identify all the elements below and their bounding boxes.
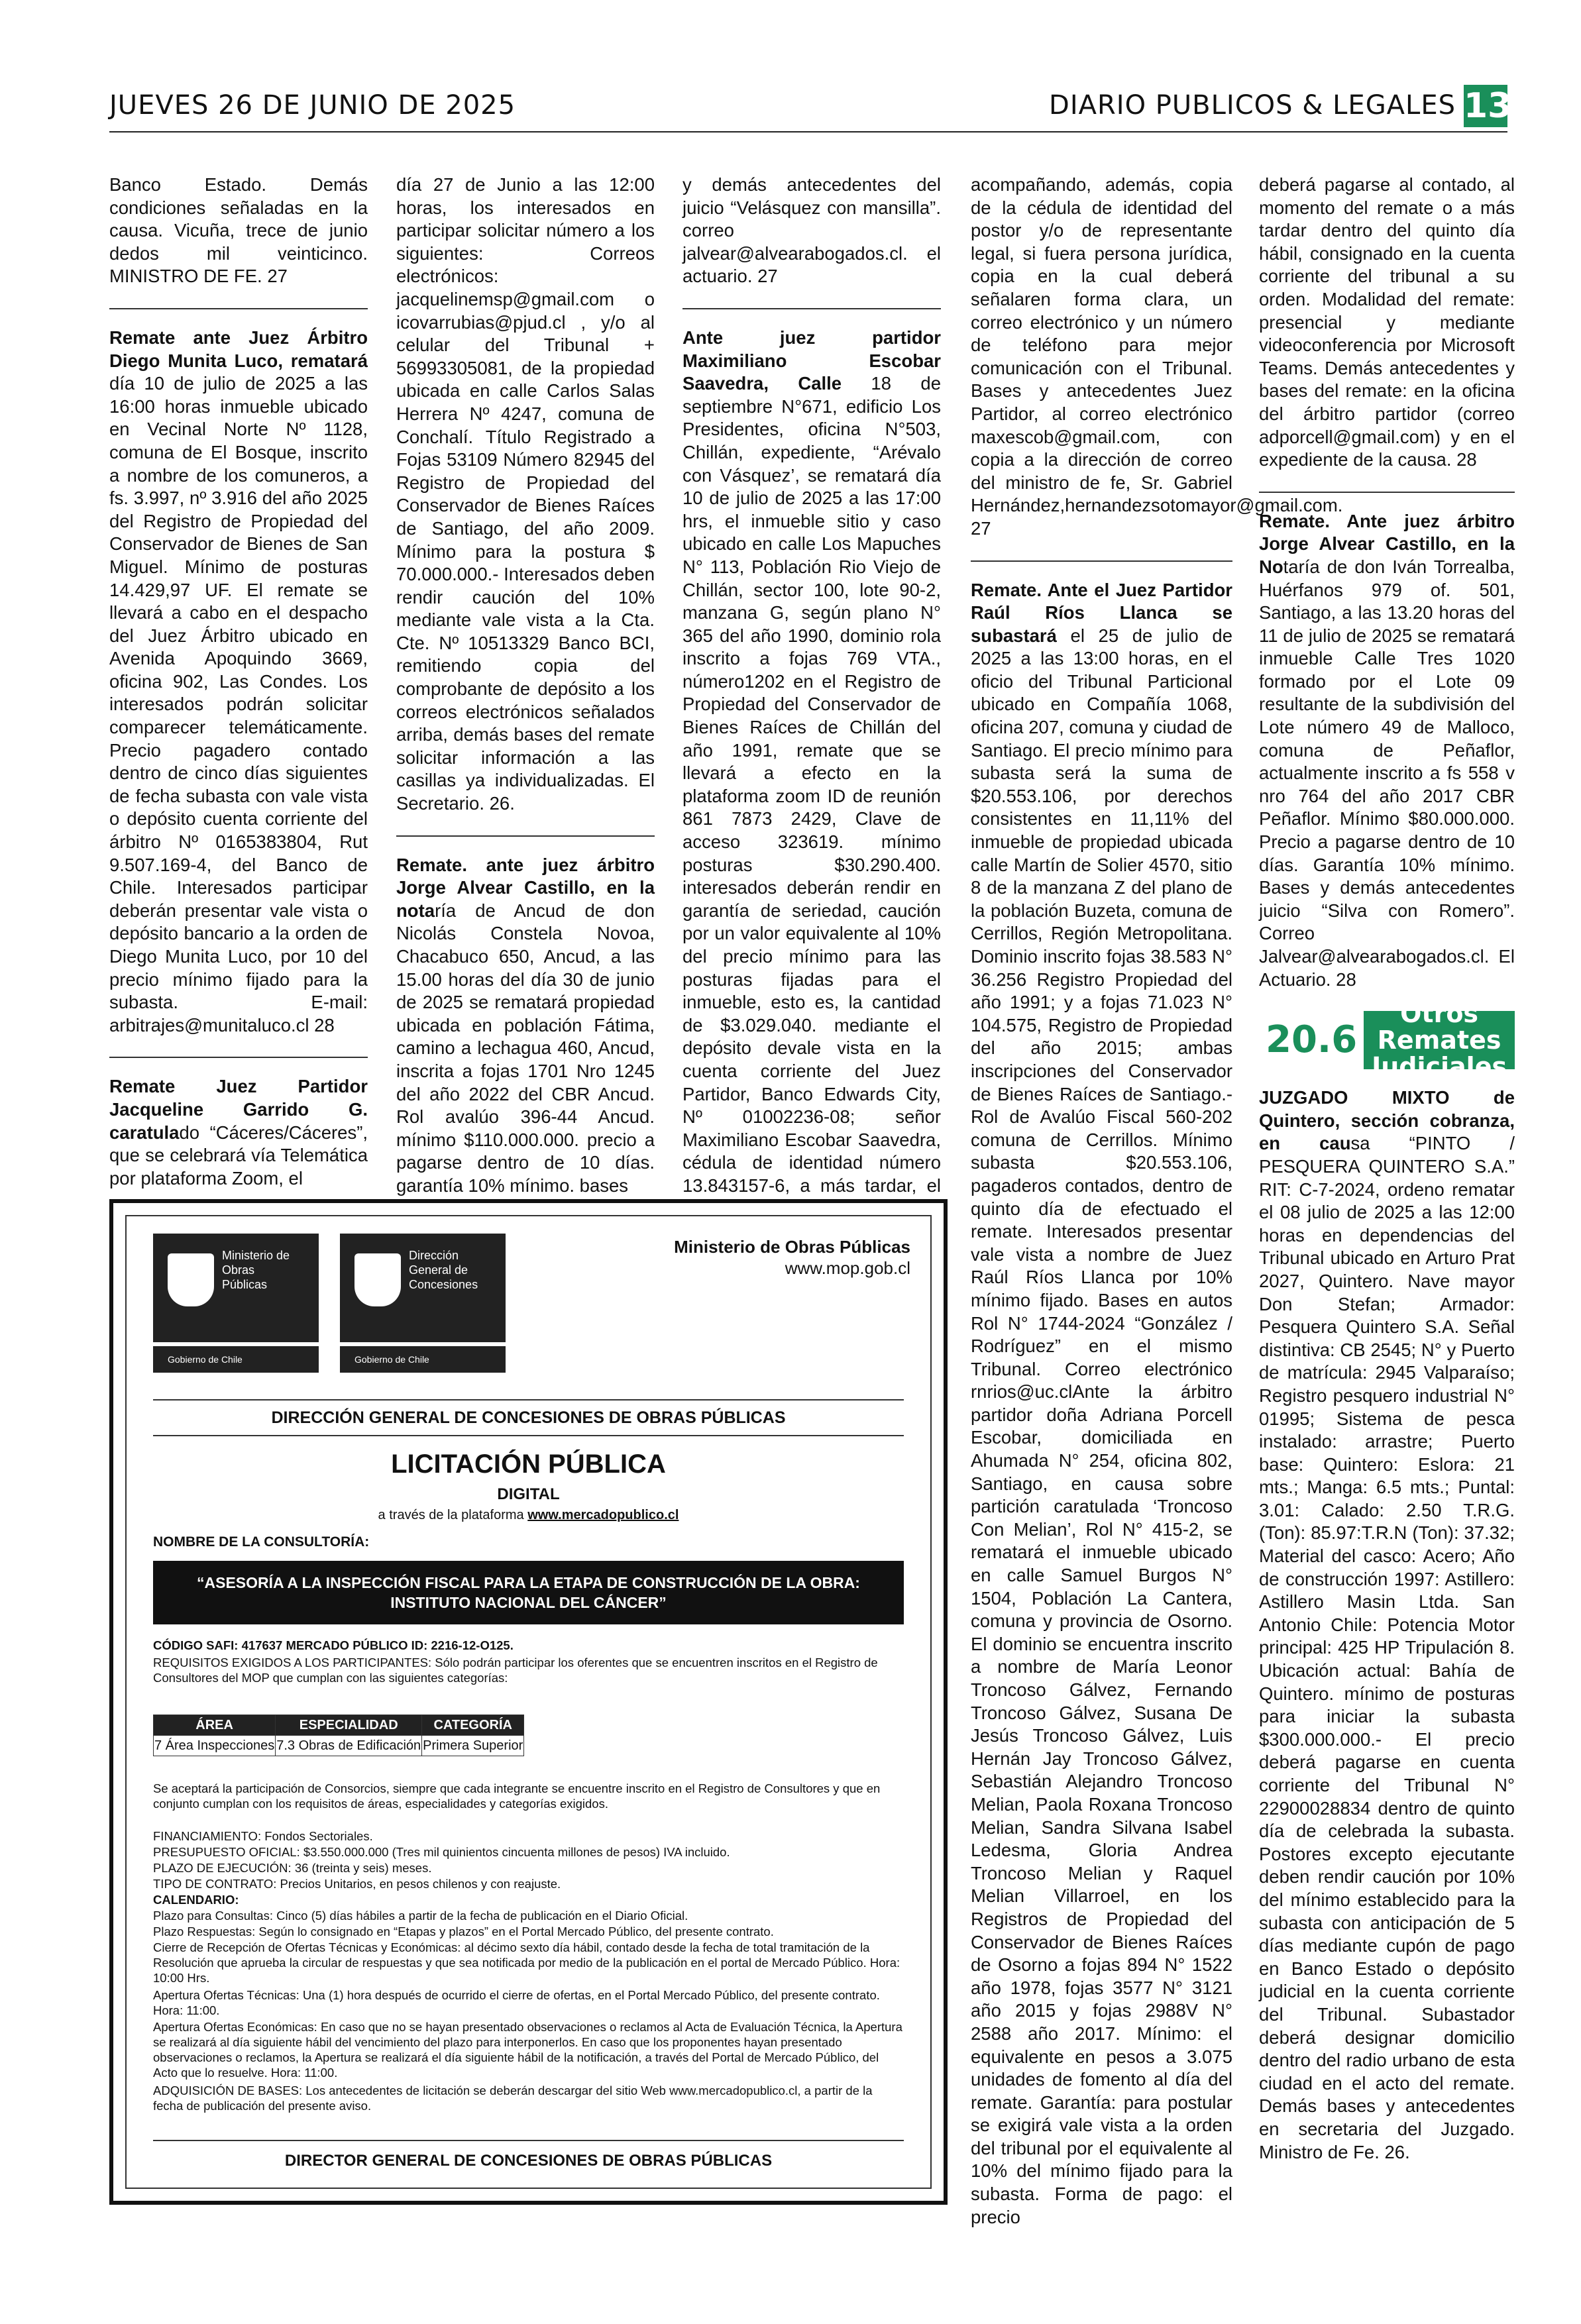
ministry-block bbox=[674, 1236, 910, 1279]
notice-alvear-ancud: Remate. ante juez árbitro Jorge Alvear Castillo, en la notaría de Ancud de don Nicolás Constela Novoa, Chacabuco 650, Ancud, a las 15.00 horas del día 30 de junio de 2025 se rematará propiedad ubicada en población Fátima, camino a lechagua 460, Ancud, inscrita a fojas 1701 Nro 1245 del año 2022 del CBR Ancud. Rol avalúo 396-44 Ancud. mínimo $110.000.000. precio a pagarse dentro de 10 días. garantía 10% mínimo. bases bbox=[396, 854, 655, 1196]
consortium-note: Se aceptará la participación de Consorcios, siempre que cada integrante se encuentre inscrito en el Registro de Consultores y que en conjunto cumplan con los requisitos de áreas, especialidades y categorías exigidos. bbox=[153, 1781, 881, 1811]
column-5 bbox=[1259, 174, 1515, 2184]
ad-frame bbox=[125, 1215, 932, 2189]
logo-text: Ministerio de bbox=[222, 1249, 290, 1262]
notice-text: acompañando, además, copia de la cédula de identidad del postor y/o de representante legal, si fuera persona jurídica, copia en la cual deberá señalaren forma clara, un correo electrónico y un número de teléfono para mejor comunicación con el Tribunal. Bases y antecedentes Juez Partidor, al correo electrónico maxescob@gmail.com, con copia a la dirección de correo del ministro de fe, Sr. Gabriel Hernández,hernandezsotomayor@gmail.com. 27 bbox=[971, 174, 1343, 539]
ad-headline: LICITACIÓN PÚBLICA bbox=[391, 1450, 666, 1479]
mop-tender-ad bbox=[109, 1199, 948, 2205]
notice-text: deberá pagarse al contado, al momento del remate o a más tardar dentro del quinto día hábil, consignado en la cuenta corriente del tribunal a su orden. Modalidad del remate: presencial y mediante videoconferencia por Microsoft Teams. Demás antecedentes y bases del remate: en la oficina del árbitro partidor (correo adporcell@gmail.com) y en el expediente de la causa. 28 bbox=[1259, 174, 1515, 470]
dgc-logo bbox=[340, 1234, 506, 1373]
notice-quintero: JUZGADO MIXTO de Quintero, sección cobranza, en causa “PINTO / PESQUERA QUINTERO S.A.” RIT: C-7-2024, ordeno rematar el 08 julio de 2025 a las 12:00 horas en dependencias del Tribunal ubicado en Arturo Prat 2027, Quintero. Nave mayor Don Stefan; Armador: Pesquera Quintero S.A. Señal distintiva: CB 2545; N° y Puerto de matrícula: 2945 Valparaíso; Registro pesquero industrial N° 01995; Sistema de pesca instalado: arrastre; Puerto base: Quintero: Eslora: 21 mts.; Manga: 6.5 mts.; Puntal: 3.01: Calado: 2.50 T.R.G. (Ton): 85.97:T.R.N (Ton): 37.32; Material del casco: Acero; Año de construcción 1997: Astillero: Astillero Masin Ltda. San Antonio Chile: Potencia Motor principal: 425 HP Tripulación 8. Ubicación actual: Bahía de Quintero. mínimo de posturas para iniciar la subasta $300.000.000.- El precio deberá pagarse en cuenta corriente del Tribunal N° 22900028834 dentro de quinto día de celebrada la subasta. Postores excepto ejecutante deben rendir caución por 10% del mínimo establecido para la subasta con anticipación de 5 días mediante cupón de pago en Banco Estado o depósito judicial en la cuenta corriente del Tribunal. Subastador deberá designar domicilio dentro del radio urbano de esta ciudad en el acto del remate. Demás bases y antecedentes en secretaria del Juzgado. Ministro de Fe. 26. bbox=[1259, 1087, 1515, 2162]
logo-footer: Gobierno de Chile bbox=[354, 1354, 429, 1365]
column-1 bbox=[109, 174, 368, 1210]
logo-footer: Gobierno de Chile bbox=[168, 1354, 243, 1365]
logo-text: Públicas bbox=[222, 1278, 268, 1291]
notice-text: y demás antecedentes del juicio “Velásquez con mansilla”. correo jalvear@alvearabogados.cl. el actuario. 27 bbox=[682, 174, 941, 287]
page-header bbox=[109, 85, 1512, 131]
consultancy-name: “ASESORÍA A LA INSPECCIÓN FISCAL PARA LA ETAPA DE CONSTRUCCIÓN DE LA OBRA: INSTITUTO NACIONAL DEL CÁNCER” bbox=[153, 1561, 904, 1624]
ad-divider bbox=[153, 1399, 904, 1400]
logo-text: General de bbox=[409, 1263, 468, 1277]
financing: FINANCIAMIENTO: Fondos Sectoriales. bbox=[153, 1829, 373, 1843]
table-cell: 7.3 Obras de Edificación bbox=[276, 1736, 422, 1756]
category-table bbox=[153, 1715, 524, 1756]
ad-subheadline: DIGITAL bbox=[497, 1485, 560, 1503]
table-header: CATEGORÍA bbox=[422, 1715, 524, 1736]
calendar-label: CALENDARIO: bbox=[153, 1893, 239, 1907]
ad-divider bbox=[153, 2140, 904, 2141]
page-number: 13 bbox=[1464, 86, 1512, 126]
notice-escobar: Ante juez partidor Maximiliano Escobar Saavedra, Calle 18 de septiembre N°671, edificio Los Presidentes, oficina N°503, Chillán, expediente, “Arévalo con Vásquez’, se rematará día 10 de julio de 2025 a las 17:00 hrs, el inmueble sitio y caso ubicado en calle Los Mapuches N° 113, Población Rio Viejo de Chillán, sector 100, lote 90-2, manzana G, según plano N° 365 del año 1990, dominio rola inscrito a fojas 769 VTA., número1202 en el Registro de Propiedad del Conservador de Bienes Raíces de Chillán del año 1991, remate que se llevará a efecto en la plataforma zoom ID de reunión 861 7873 2429, Clave de acceso 323619. mínimo posturas $30.290.400. interesados deberán rendir en garantía de seriedad, caución por un valor equivalente al 10% del precio mínimo para las posturas fijadas para el inmueble, esto es, la cantidad de $3.029.040. mediante el depósito devale vista en la cuenta corriente del Juez Partidor, Banco Edwards City, Nº 01002236-08; señor Maximiliano Escobar Saavedra, cédula de identidad número 13.843157-6, a más tardar, el bbox=[682, 327, 941, 1196]
calendar-item: Cierre de Recepción de Ofertas Técnicas y Económicas: al décimo sexto día hábil, contado desde la fecha de total tramitación de la Resolución que aprueba la circular de respuestas y que sea notificada por medio de la publicación en el portal de Mercado Público. Hora: 10:00 Hrs. bbox=[153, 1940, 900, 1985]
mop-logo bbox=[153, 1234, 319, 1373]
bases-acquisition: ADQUISICIÓN DE BASES: Los antecedentes de licitación se deberán descargar del sitio Web www.mercadopublico.cl, a partir de la fecha de publicación del presente aviso. bbox=[153, 2084, 873, 2113]
notice-text: Banco Estado. Demás condiciones señaladas en la causa. Vicuña, trece de junio dedos mil veinticinco. MINISTRO DE FE. 27 bbox=[109, 174, 368, 287]
safi-code: CÓDIGO SAFI: 417637 MERCADO PÚBLICO ID: 2216-12-O125. bbox=[153, 1638, 514, 1652]
ministry-url: www.mop.gob.cl bbox=[785, 1258, 910, 1278]
ministry-name: Ministerio de Obras Públicas bbox=[674, 1237, 910, 1257]
notice-garrido: Remate Juez Partidor Jacqueline Garrido G. caratulado “Cáceres/Cáceres”, que se celebrará vía Telemática por plataforma Zoom, el bbox=[109, 1076, 368, 1188]
column-3 bbox=[682, 174, 941, 1263]
ad-agency: DIRECCIÓN GENERAL DE CONCESIONES DE OBRAS PÚBLICAS bbox=[271, 1408, 786, 1427]
publication-title: DIARIO PUBLICOS & LEGALES bbox=[1049, 90, 1456, 121]
coat-of-arms-icon bbox=[354, 1253, 401, 1306]
notice-divider bbox=[682, 308, 941, 309]
coat-of-arms-icon bbox=[168, 1253, 214, 1306]
notice-alvear-santiago: Remate. Ante juez árbitro Jorge Alvear Castillo, en la Notaría de don Iván Torrealba, Huérfanos 979 of. 501, Santiago, a las 13.20 horas del 11 de julio de 2025 se rematará inmueble Calle Tres 1020 formado por el Lote 09 resultante de la subdivisión del Lote número 49 de Malloco, comuna de Peñaflor, actualmente inscrito a fs 558 v nro 764 del año 2017 CBR Peñaflor. Mínimo $80.000.000. Precio a pagarse dentro de 10 días. Garantía 10% mínimo. Bases y demás antecedentes juicio “Silva con Romero”. Correo Jalvear@alvearabogados.cl. El Actuario. 28 bbox=[1259, 510, 1515, 990]
notice-divider bbox=[109, 308, 368, 309]
column-2 bbox=[396, 174, 655, 1218]
table-cell: 7 Área Inspecciones bbox=[154, 1736, 276, 1756]
table-header: ÁREA bbox=[154, 1715, 276, 1736]
header-divider bbox=[109, 131, 1507, 132]
section-title: Otros Remates Judiciales bbox=[1372, 999, 1507, 1082]
table-header: ESPECIALIDAD bbox=[276, 1715, 422, 1736]
notice-rios: Remate. Ante el Juez Partidor Raúl Ríos Llanca se subastará el 25 de julio de 2025 a las 13:00 horas, en el oficio del Tribunal Particional ubicado en Compañía 1068, oficina 207, comuna y ciudad de Santiago. El precio mínimo para subasta será la suma de $20.553.106, por derechos consistentes en 11,11% del inmueble de propiedad ubicada calle Martín de Solier 4570, sitio 8 de la manzana Z del plano de la población Buzeta, comuna de Cerrillos, Región Metropolitana. Dominio inscrito fojas 38.583 N° 36.256 Registro Propiedad del año 1991; y a fojas 71.023 N° 104.575, Registro de Propiedad del año 2015; ambas inscripciones del Conservador de Bienes Raíces de Santiago.- Rol de Avalúo Fiscal 560-202 comuna de Cerrillos. Mínimo subasta $20.553.106, pagaderos contados, dentro de quinto día de efectuado el remate. Interesados presentar vale vista a nombre de Juez Raúl Ríos Llanca por 10% mínimo fijado. Bases en autos Rol N° 1744-2024 “González / Rodríguez” en el mismo Tribunal. Correo electrónico rnrios@uc.clAnte la árbitro partidor doña Adriana Porcell Escobar, domiciliada en Ahumada N° 254, oficina 802, Santiago, en causa sobre partición caratulada ‘Troncoso Con Melian’, Rol N° 415-2, se rematará el inmueble ubicado en calle Samuel Burgos N° 1504, Población La Cantera, comuna y provincia de Osorno. El dominio se encuentra inscrito a nombre de María Leonor Troncoso Gálvez, Fernando Troncoso Gálvez, Susana De Jesús Troncoso Gálvez, Luis Hernán Jay Troncoso Gálvez, Sebastián Alejandro Troncoso Melian, Paola Roxana Troncoso Melian, Sandra Silvana Isabel Ledesma, Gloria Andrea Troncoso Melian y Raquel Melian Villarroel, en los Registros de Propiedad del Conservador de Bienes Raíces de Osorno a fojas 894 N° 1522 año 1978, fojas 3577 N° 3121 año 2015 y fojas 2988V N° 2588 año 2017. Mínimo: el equivalente en pesos a 3.075 unidades de fomento al día del remate. Garantía: para postular se exigirá vale vista a la orden del tribunal por el equivalente al 10% del mínimo fijado para la subasta. Forma de pago: el precio bbox=[971, 579, 1232, 2227]
logo-text: Obras bbox=[222, 1263, 255, 1277]
notice-divider bbox=[396, 835, 655, 837]
ad-signature: DIRECTOR GENERAL DE CONCESIONES DE OBRAS PÚBLICAS bbox=[284, 2152, 773, 2170]
consultancy-label: NOMBRE DE LA CONSULTORÍA: bbox=[153, 1534, 370, 1550]
calendar-item: Apertura Ofertas Económicas: En caso que no se hayan presentado observaciones o reclamos al Acta de Evaluación Técnica, la Apertura se realizará al día siguiente hábil del vencimiento del plazo para interponerlos. En caso que los proponentes hayan presentado observaciones o reclamos, la Apertura se realizará el día siguiente hábil de la notificación, a través del Portal de Mercado Público, del Acto que lo resuelve. Hora: 11:00. bbox=[153, 2020, 902, 2080]
requirements: REQUISITOS EXIGIDOS A LOS PARTICIPANTES: Sólo podrán participar los oferentes que se encuentren inscritos en el Registro de Consultores del MOP que cumplan con las siguientes categorías: bbox=[153, 1656, 878, 1685]
contract-type: TIPO DE CONTRATO: Precios Unitarios, en pesos chilenos y con reajuste. bbox=[153, 1877, 561, 1891]
calendar-item: Plazo para Consultas: Cinco (5) días hábiles a partir de la fecha de publicación en el Diario Oficial. bbox=[153, 1909, 688, 1923]
notice-divider bbox=[971, 560, 1232, 562]
calendar-item: Plazo Respuestas: Según lo consignado en “Etapas y plazos” en el Portal Mercado Público, del presente contrato. bbox=[153, 1925, 774, 1938]
ad-divider bbox=[153, 1435, 904, 1436]
budget: PRESUPUESTO OFICIAL: $3.550.000.000 (Tres mil quinientos cincuenta millones de pesos) IVA incluido. bbox=[153, 1845, 730, 1859]
section-band bbox=[1259, 999, 1515, 1082]
ad-platform: a través de la plataforma www.mercadopublico.cl bbox=[378, 1508, 679, 1522]
issue-date: JUEVES 26 DE JUNIO DE 2025 bbox=[109, 90, 516, 121]
table-cell: Primera Superior bbox=[422, 1736, 524, 1756]
calendar-item: Apertura Ofertas Técnicas: Una (1) hora después de ocurrido el cierre de ofertas, en el Portal Mercado Público, del presente contrato. Hora: 11:00. bbox=[153, 1988, 880, 2017]
term: PLAZO DE EJECUCIÓN: 36 (treinta y seis) meses. bbox=[153, 1861, 432, 1875]
notice-divider bbox=[109, 1057, 368, 1058]
notice-divider bbox=[1259, 492, 1515, 493]
logo-text: Concesiones bbox=[409, 1278, 478, 1291]
notice-text: día 27 de Junio a las 12:00 horas, los interesados en participar solicitar número a los siguientes: Correos electrónicos: jacquelinemsp@gmail.com o icovarrubias@pjud.cl , y/o al celular del Tribunal + 56993305081, de la propiedad ubicada en calle Carlos Salas Herrera Nº 4247, comuna de Conchalí. Título Registrado a Fojas 53109 Número 82945 del Registro de Propiedad del Conservador de Bienes Raíces de Santiago, del año 2009. Mínimo para la postura $ 70.000.000.- Interesados deben rendir caución del 10% mediante vale vista a la Cta. Cte. Nº 10513329 Banco BCI, remitiendo copia del comprobante de depósito a los correos electrónicos señalados arriba, demás bases del remate solicitar información a las casillas ya individualizadas. El Secretario. 26. bbox=[396, 174, 655, 814]
notice-munita: Remate ante Juez Árbitro Diego Munita Luco, rematará día 10 de julio de 2025 a las 16:00 horas inmueble ubicado en Vecinal Norte Nº 1128, comuna de El Bosque, inscrito a nombre de los comuneros, a fs. 3.997, nº 3.916 del año 2025 del Registro de Propiedad del Conservador de Bienes de San Miguel. Mínimo de posturas 14.429,97 UF. El remate se llevará a cabo en el despacho del Juez Árbitro ubicado en Avenida Apoquindo 3669, oficina 902, Las Condes. Los interesados podrán solicitar comparecer telemáticamente. Precio pagadero contado dentro de cinco días siguientes de fecha subasta con vale vista o depósito cuenta corriente del árbitro Nº 0165383804, Rut 9.507.169-4, del Banco de Chile. Interesados participar deberán presentar vale vista o depósito bancario a la orden de Diego Munita Luco, por 10 del precio mínimo fijado para la subasta. E-mail: arbitrajes@munitaluco.cl 28 bbox=[109, 327, 368, 1035]
logo-text: Dirección bbox=[409, 1249, 459, 1262]
section-number: 20.6 bbox=[1259, 1011, 1364, 1069]
